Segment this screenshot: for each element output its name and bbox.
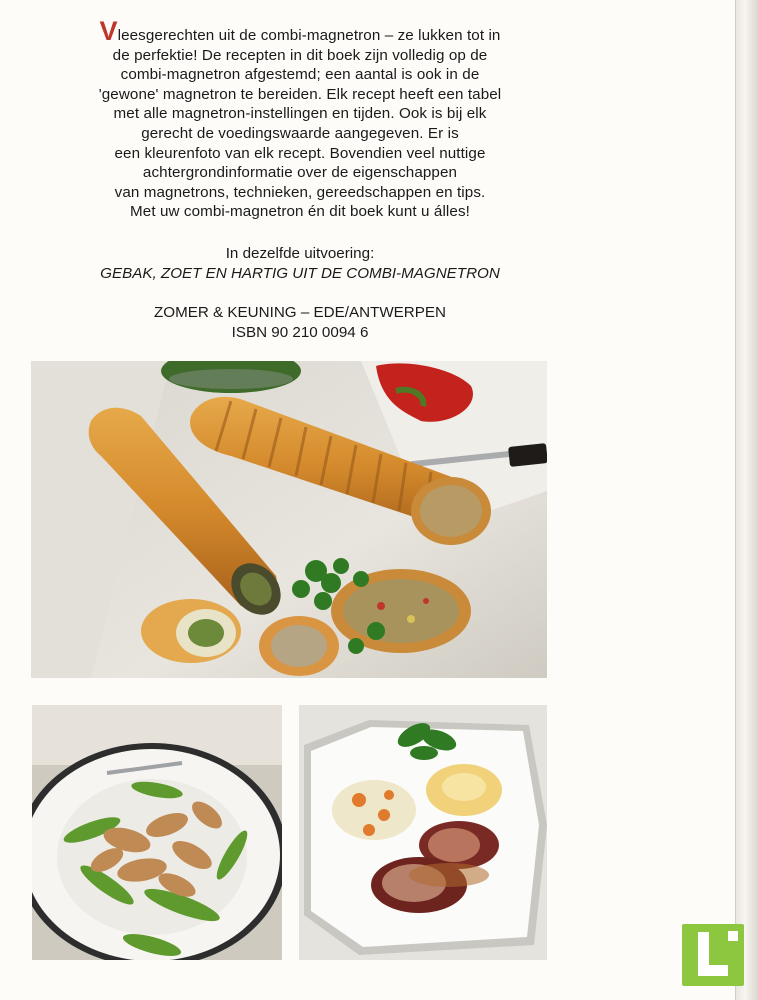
blurb-line-2: de perfektie! De recepten in dit boek zijn volledig op de: [112, 46, 488, 64]
book-spine-edge: [735, 0, 758, 1000]
blurb-line-8: achtergrondinformatie over de eigenschappen: [142, 164, 458, 182]
blurb-line-1-text: leesgerechten uit de combi-magnetron – ze lukken tot in: [117, 27, 501, 44]
lastdodo-logo: [682, 924, 744, 986]
photo-wrapped-meat: [299, 705, 547, 960]
same-series-label: In dezelfde uitvoering:: [225, 245, 375, 262]
photo-pastry-rolls-image: [31, 361, 547, 678]
blurb-line-5: met alle magnetron-instellingen en tijden. Ook is bij elk: [113, 105, 487, 123]
blurb-line-9: van magnetrons, technieken, gereedschappen en tips.: [114, 183, 486, 201]
publisher-name: ZOMER & KEUNING – EDE/ANTWERPEN: [154, 304, 446, 321]
blurb-line-7: een kleurenfoto van elk recept. Bovendien veel nuttige: [114, 144, 486, 162]
isbn: ISBN 90 210 0094 6: [231, 324, 369, 341]
blurb-line-10: Met uw combi-magnetron én dit boek kunt u álles!: [130, 203, 470, 221]
back-cover-blurb: [40, 16, 560, 222]
photo-pastry-rolls: [31, 361, 547, 678]
photo-wrapped-meat-image: [299, 705, 547, 960]
blurb-line-1: [40, 16, 560, 46]
same-series-section: [40, 244, 560, 284]
lastdodo-L-icon: [698, 932, 728, 976]
photo-meat-snowpeas: [32, 705, 282, 960]
blurb-line-3: combi-magnetron afgestemd; een aantal is ook in de: [120, 66, 480, 84]
logo-square-mark: [728, 931, 738, 941]
publisher-section: [40, 303, 560, 343]
blurb-line-4: 'gewone' magnetron te bereiden. Elk recept heeft een tabel: [98, 85, 502, 103]
logo-l-horizontal: [698, 965, 728, 976]
photo-meat-snowpeas-image: [32, 705, 282, 960]
drop-cap: V: [99, 16, 118, 46]
blurb-line-6: gerecht de voedingswaarde aangegeven. Er is: [141, 124, 459, 142]
same-series-title: GEBAK, ZOET EN HARTIG UIT DE COMBI-MAGNETRON: [100, 265, 500, 282]
